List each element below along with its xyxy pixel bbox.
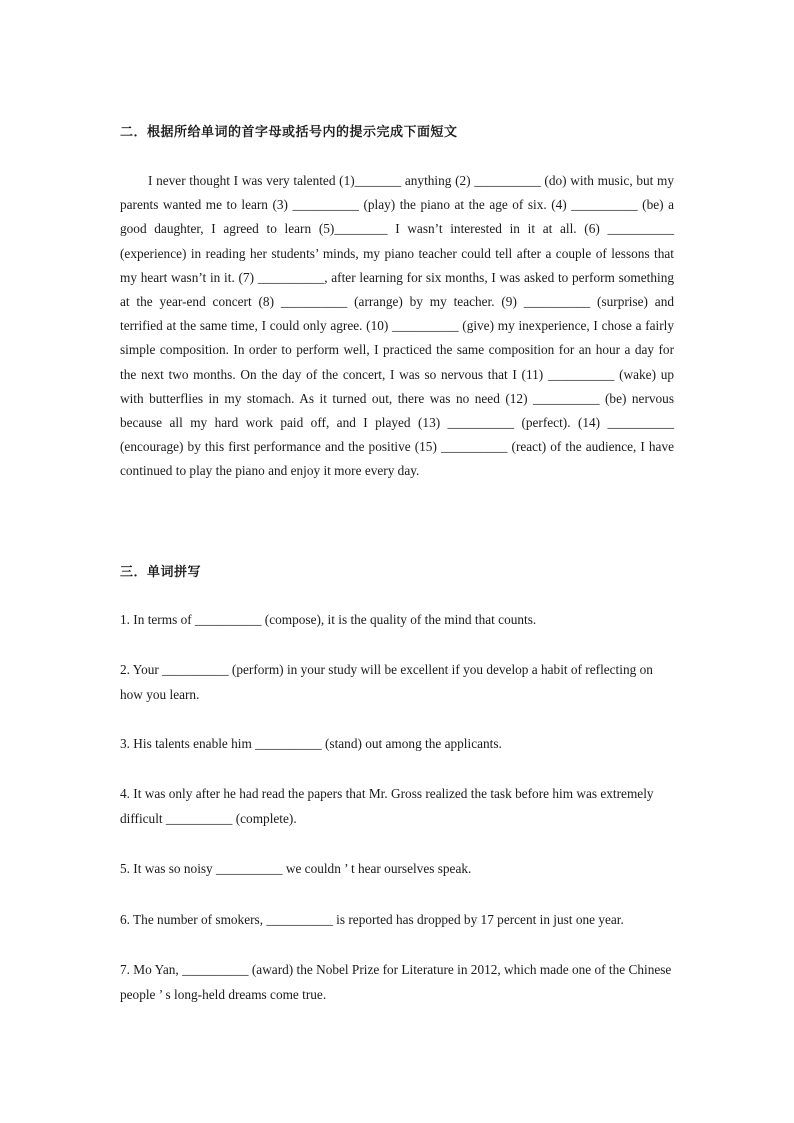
section-2-heading: 二．根据所给单词的首字母或括号内的提示完成下面短文 xyxy=(120,125,458,140)
question-1: 1. In terms of __________ (compose), it is the quality of the mind that counts. xyxy=(120,612,537,627)
question-7: 7. Mo Yan, __________ (award) the Nobel Prize for Literature in 2012, which made one of the Chinese people ’ s long-held dreams come true. xyxy=(120,962,672,1002)
question-2: 2. Your __________ (perform) in your study will be excellent if you develop a habit of reflecting on how you learn. xyxy=(120,662,653,702)
section-3-heading: 三．单词拼写 xyxy=(120,565,202,580)
question-5: 5. It was so noisy __________ we couldn ’ t hear ourselves speak. xyxy=(120,861,472,876)
question-6: 6. The number of smokers, __________ is reported has dropped by 17 percent in just one year. xyxy=(120,912,624,927)
question-4: 4. It was only after he had read the papers that Mr. Gross realized the task before him was extremely difficult __________ (complete). xyxy=(120,786,654,826)
question-3: 3. His talents enable him __________ (stand) out among the applicants. xyxy=(120,736,502,751)
cloze-passage: I never thought I was very talented (1)_______ anything (2) __________ (do) with music, but my parents wanted me to learn (3) __________ (play) the piano at the age of six. (4) __________ (be) a good daughter, I agreed to learn (5)________ I wasn’t interested in it at all. (6) __________ (experience) in reading her students’ minds, my piano teacher could tell after a couple of lessons that my heart wasn’t in it. (7) __________, after learning for six months, I was asked to perform something at the year-end concert (8) __________ (arrange) by my teacher. (9) __________ (surprise) and terrified at the same time, I could only agree. (10) __________ (give) my inexperience, I chose a fairly simple composition. In order to perform well, I practiced the same composition for an hour a day for the next two months. On the day of the concert, I was so nervous that I (11) __________ (wake) up with butterflies in my stomach. As it turned out, there was no need (12) __________ (be) nervous because all my hard work paid off, and I played (13) __________ (perfect). (14) __________ (encourage) by this first performance and the positive (15) __________ (react) of the audience, I have continued to play the piano and enjoy it more every day. xyxy=(120,173,674,479)
